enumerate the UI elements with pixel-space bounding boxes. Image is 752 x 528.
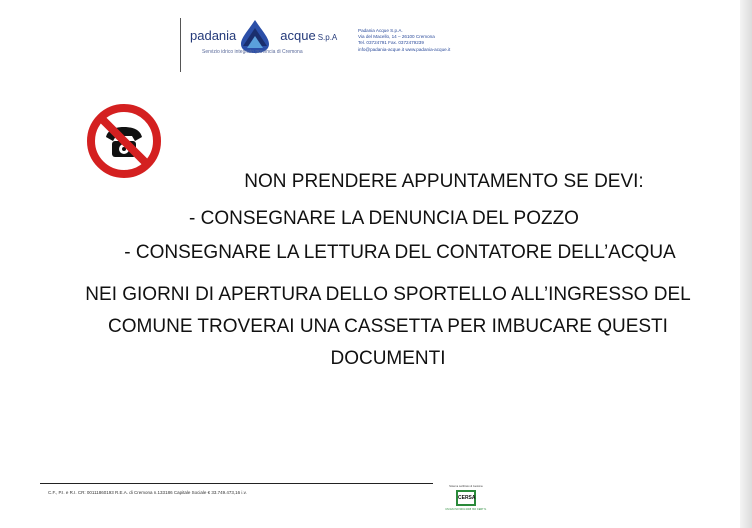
company-name: Padania Acque S.p.A.	[358, 28, 403, 33]
brand-tagline: Servizio idrico integrato provincia di Cremona	[202, 49, 303, 55]
notice-heading: NON PRENDERE APPUNTAMENTO SE DEVI:	[244, 171, 644, 192]
company-info	[358, 28, 450, 53]
brand-name-part1: padania	[190, 28, 237, 43]
page-edge	[740, 0, 752, 528]
notice-body-line-2: COMUNE TROVERAI UNA CASSETTA PER IMBUCARE QUESTI	[108, 316, 668, 337]
company-address: Via del Macello, 14 – 26100 Cremona	[358, 34, 435, 40]
notice-body-line-3: DOCUMENTI	[330, 348, 446, 369]
notice-item-well-report: - CONSEGNARE LA DENUNCIA DEL POZZO	[189, 208, 579, 229]
footer-legal-text: C.F., P.I. e R.I. CR: 00111860193 R.E.A. di Cremona n.133186 Capitale Sociale € 33.749.473,16 i.v.	[48, 490, 247, 495]
company-email: info@padania-acque.it www.padania-acque.it	[358, 46, 451, 52]
cert-top-text: Sistema certificato di Gestione	[449, 485, 483, 488]
header-logo-divider	[180, 18, 189, 72]
footer-divider	[40, 483, 433, 484]
certification-badge	[444, 485, 488, 517]
cert-bottom-text: UNI EN ISO 9001:2008 ISO CERT N.	[445, 508, 487, 511]
brand-suffix: S.p.A	[317, 33, 338, 42]
no-phone-icon	[86, 103, 162, 179]
cert-label: CERSA	[456, 490, 476, 506]
notice-body-line-1: NEI GIORNI DI APERTURA DELLO SPORTELLO ALL’INGRESSO DEL	[85, 284, 691, 305]
company-phone: Tel. 03724791 Fax. 0372479239	[358, 40, 424, 46]
notice-item-meter-reading: - CONSEGNARE LA LETTURA DEL CONTATORE DELL’ACQUA	[124, 242, 676, 263]
brand-name-part2: acque	[280, 28, 316, 43]
